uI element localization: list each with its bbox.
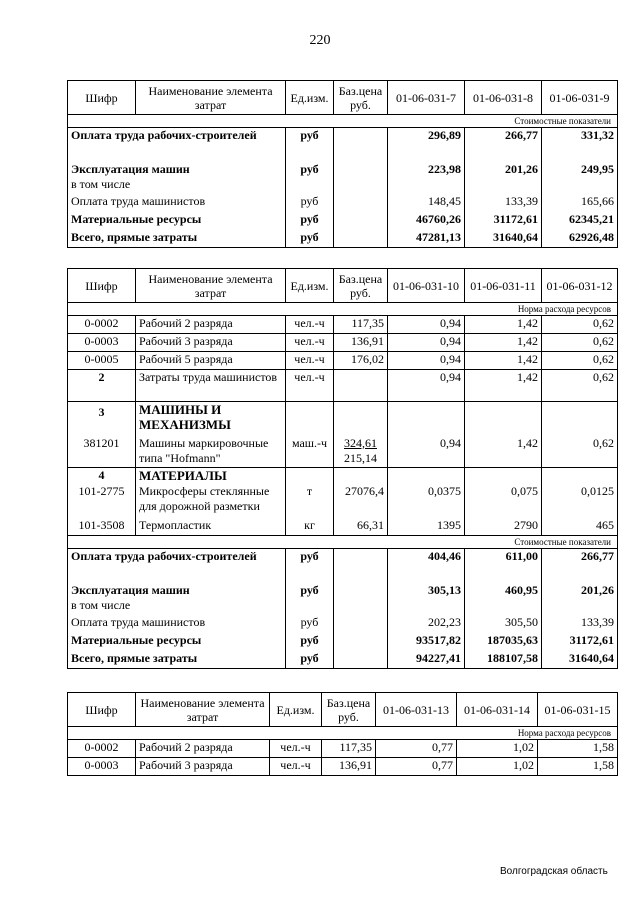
row-label: Рабочий 2 разряда xyxy=(136,740,270,758)
row-value: 1395 xyxy=(388,518,465,536)
section-label: Стоимостные показатели xyxy=(68,115,618,128)
row-value: 93517,82 xyxy=(388,633,465,651)
row-value: 305,50 xyxy=(465,615,542,633)
row-unit: руб xyxy=(286,615,334,633)
row-label: Оплата труда рабочих-строителей xyxy=(68,128,286,162)
row-label: Рабочий 5 разряда xyxy=(136,352,286,370)
row-label: Термопластик xyxy=(136,518,286,536)
row-price-value: 324,61 xyxy=(344,435,377,450)
row-unit: кг xyxy=(286,518,334,536)
header-col-12: 01-06-031-12 xyxy=(542,269,618,303)
row-value: 0,62 xyxy=(542,334,618,352)
header-unit: Ед.изм. xyxy=(270,693,322,727)
row-code: 0-0003 xyxy=(68,758,136,776)
row-label xyxy=(68,162,286,194)
row-value: 0,94 xyxy=(388,352,465,370)
row-value: 0,94 xyxy=(388,370,465,402)
row-unit: руб xyxy=(286,583,334,615)
row-price: 66,31 xyxy=(334,518,388,536)
row-label: Затраты труда машинистов xyxy=(136,370,286,402)
header-unit: Ед.изм. xyxy=(286,81,334,115)
header-code: Шифр xyxy=(68,269,136,303)
row-value: 266,77 xyxy=(542,549,618,583)
row-unit: чел.-ч xyxy=(286,370,334,402)
row-value: 201,26 xyxy=(542,583,618,615)
cost-table-3 xyxy=(67,692,618,776)
row-value: 1,42 xyxy=(465,316,542,334)
row-label: Микросферы стеклянные для дорожной разметки xyxy=(136,484,286,518)
row-unit: маш.-ч xyxy=(286,436,334,468)
row-value: 46760,26 xyxy=(388,212,465,230)
header-col-7: 01-06-031-7 xyxy=(388,81,465,115)
row-value: 62926,48 xyxy=(542,230,618,248)
row-unit: руб xyxy=(286,162,334,194)
row-unit: руб xyxy=(286,633,334,651)
row-value: 0,77 xyxy=(376,740,457,758)
row-code: 381201 xyxy=(68,436,136,468)
row-value: 460,95 xyxy=(465,583,542,615)
row-label: Рабочий 3 разряда xyxy=(136,334,286,352)
section-label: Норма расхода ресурсов xyxy=(68,727,618,740)
row-price: 176,02 xyxy=(334,352,388,370)
header-price: Баз.цена руб. xyxy=(322,693,376,727)
header-name: Наименование элемента затрат xyxy=(136,81,286,115)
row-label: Машины маркировочные типа "Hofmann" xyxy=(136,436,286,468)
row-value: 31640,64 xyxy=(465,230,542,248)
row-value: 0,0375 xyxy=(388,484,465,518)
row-value: 201,26 xyxy=(465,162,542,194)
row-price: 136,91 xyxy=(334,334,388,352)
header-col-11: 01-06-031-11 xyxy=(465,269,542,303)
section-heading: МАШИНЫ И МЕХАНИЗМЫ xyxy=(136,402,286,436)
row-value: 1,58 xyxy=(538,740,618,758)
row-value: 31172,61 xyxy=(465,212,542,230)
row-value: 202,23 xyxy=(388,615,465,633)
row-value: 133,39 xyxy=(465,194,542,212)
row-value: 0,77 xyxy=(376,758,457,776)
row-value: 1,42 xyxy=(465,352,542,370)
row-price: 27076,4 xyxy=(334,484,388,518)
row-label: Рабочий 2 разряда xyxy=(136,316,286,334)
row-unit: чел.-ч xyxy=(286,316,334,334)
header-price: Баз.цена руб. xyxy=(334,81,388,115)
header-col-15: 01-06-031-15 xyxy=(538,693,618,727)
row-value: 1,42 xyxy=(465,370,542,402)
row-value: 0,0125 xyxy=(542,484,618,518)
row-label: Оплата труда машинистов xyxy=(68,194,286,212)
row-value: 94227,41 xyxy=(388,651,465,669)
row-code: 0-0005 xyxy=(68,352,136,370)
header-code: Шифр xyxy=(68,81,136,115)
row-label: Материальные ресурсы xyxy=(68,633,286,651)
row-code: 4 xyxy=(68,468,136,484)
row-unit: руб xyxy=(286,212,334,230)
row-value: 165,66 xyxy=(542,194,618,212)
row-value: 1,42 xyxy=(465,334,542,352)
row-price xyxy=(334,370,388,402)
row-value: 305,13 xyxy=(388,583,465,615)
row-value: 0,075 xyxy=(465,484,542,518)
row-price: 117,35 xyxy=(322,740,376,758)
row-value: 611,00 xyxy=(465,549,542,583)
row-label xyxy=(68,583,286,615)
row-unit: чел.-ч xyxy=(270,758,322,776)
row-label: Материальные ресурсы xyxy=(68,212,286,230)
row-value: 0,62 xyxy=(542,352,618,370)
cost-table-1 xyxy=(67,80,618,248)
row-value: 404,46 xyxy=(388,549,465,583)
header-price: Баз.цена руб. xyxy=(334,269,388,303)
row-value: 148,45 xyxy=(388,194,465,212)
row-value: 0,94 xyxy=(388,436,465,468)
row-unit: руб xyxy=(286,128,334,162)
row-unit: руб xyxy=(286,194,334,212)
header-col-8: 01-06-031-8 xyxy=(465,81,542,115)
row-value: 0,62 xyxy=(542,370,618,402)
row-code: 0-0003 xyxy=(68,334,136,352)
row-value: 47281,13 xyxy=(388,230,465,248)
row-price: 136,91 xyxy=(322,758,376,776)
row-unit: руб xyxy=(286,230,334,248)
section-heading: МАТЕРИАЛЫ xyxy=(136,468,286,484)
row-code: 101-3508 xyxy=(68,518,136,536)
footer-region: Волгоградская область xyxy=(500,866,608,877)
row-value: 62345,21 xyxy=(542,212,618,230)
row-code: 0-0002 xyxy=(68,740,136,758)
row-value: 31172,61 xyxy=(542,633,618,651)
row-value: 1,02 xyxy=(457,740,538,758)
row-value: 331,32 xyxy=(542,128,618,162)
row-value: 188107,58 xyxy=(465,651,542,669)
row-unit: чел.-ч xyxy=(270,740,322,758)
header-col-14: 01-06-031-14 xyxy=(457,693,538,727)
header-code: Шифр xyxy=(68,693,136,727)
header-col-9: 01-06-031-9 xyxy=(542,81,618,115)
row-code: 2 xyxy=(68,370,136,402)
row-value: 31640,64 xyxy=(542,651,618,669)
header-col-10: 01-06-031-10 xyxy=(388,269,465,303)
header-name: Наименование элемента затрат xyxy=(136,693,270,727)
page-number: 220 xyxy=(309,33,331,48)
row-value: 223,98 xyxy=(388,162,465,194)
row-value: 1,58 xyxy=(538,758,618,776)
row-price: 117,35 xyxy=(334,316,388,334)
header-name: Наименование элемента затрат xyxy=(136,269,286,303)
section-label: Норма расхода ресурсов xyxy=(68,303,618,316)
row-label: Рабочий 3 разряда xyxy=(136,758,270,776)
row-value: 0,94 xyxy=(388,334,465,352)
row-value: 1,42 xyxy=(465,436,542,468)
row-label: Всего, прямые затраты xyxy=(68,651,286,669)
cost-table-2 xyxy=(67,268,618,669)
row-value: 133,39 xyxy=(542,615,618,633)
row-value: 0,62 xyxy=(542,316,618,334)
row-price-value-2: 215,14 xyxy=(344,450,377,465)
row-price xyxy=(334,436,388,468)
row-unit: руб xyxy=(286,651,334,669)
row-sublabel: в том числе xyxy=(71,597,131,612)
section-label: Стоимостные показатели xyxy=(68,536,618,549)
row-unit: чел.-ч xyxy=(286,352,334,370)
row-value: 296,89 xyxy=(388,128,465,162)
row-value: 0,94 xyxy=(388,316,465,334)
row-value: 1,02 xyxy=(457,758,538,776)
row-value: 2790 xyxy=(465,518,542,536)
row-value: 266,77 xyxy=(465,128,542,162)
row-code: 101-2775 xyxy=(68,484,136,518)
row-code: 3 xyxy=(68,402,136,436)
row-sublabel: в том числе xyxy=(71,176,131,191)
header-unit: Ед.изм. xyxy=(286,269,334,303)
row-label-main: Эксплуатация машин xyxy=(71,582,190,597)
row-label: Оплата труда рабочих-строителей xyxy=(68,549,286,583)
row-value: 249,95 xyxy=(542,162,618,194)
row-value: 0,62 xyxy=(542,436,618,468)
row-label: Всего, прямые затраты xyxy=(68,230,286,248)
row-code: 0-0002 xyxy=(68,316,136,334)
row-unit: руб xyxy=(286,549,334,583)
row-label: Оплата труда машинистов xyxy=(68,615,286,633)
row-unit: чел.-ч xyxy=(286,334,334,352)
row-unit: т xyxy=(286,484,334,518)
row-value: 187035,63 xyxy=(465,633,542,651)
header-col-13: 01-06-031-13 xyxy=(376,693,457,727)
row-label-main: Эксплуатация машин xyxy=(71,161,190,176)
row-value: 465 xyxy=(542,518,618,536)
